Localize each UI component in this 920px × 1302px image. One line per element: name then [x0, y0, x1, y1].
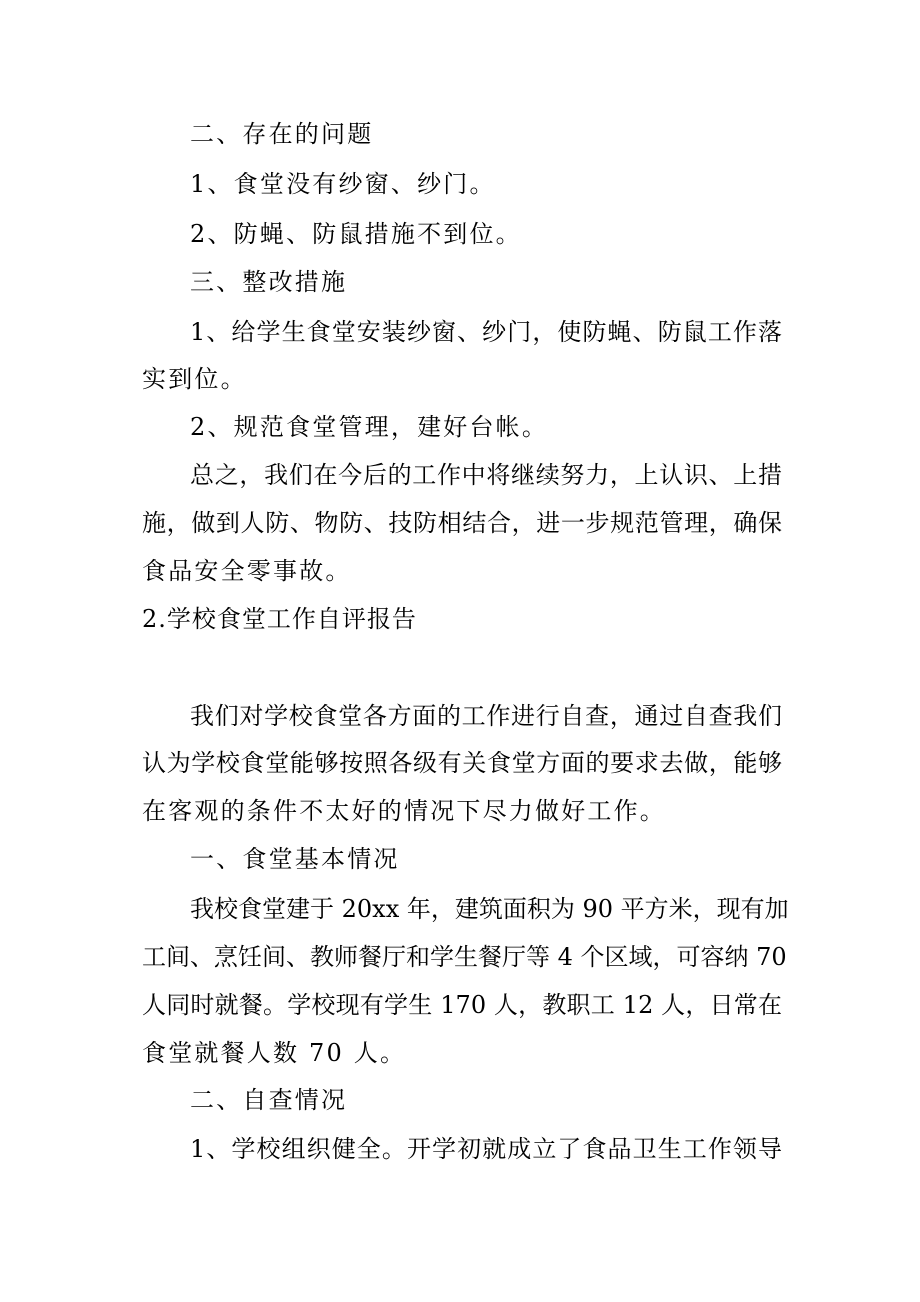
- paragraph-line: 在客观的条件不太好的情况下尽力做好工作。: [142, 797, 666, 825]
- paragraph-line: 2、防蝇、防鼠措施不到位。: [190, 220, 522, 248]
- paragraph-line: 我们对学校食堂各方面的工作进行自查，通过自查我们: [190, 702, 782, 730]
- paragraph-line: 我校食堂建于 20xx 年，建筑面积为 90 平方米，现有加: [190, 895, 789, 923]
- paragraph-line: 1、给学生食堂安装纱窗、纱门，使防蝇、防鼠工作落: [190, 318, 782, 346]
- paragraph-line: 认为学校食堂能够按照各级有关食堂方面的要求去做，能够: [142, 749, 782, 777]
- paragraph-line: 1、食堂没有纱窗、纱门。: [190, 170, 496, 198]
- paragraph-line: 食堂就餐人数 70 人。: [142, 1039, 407, 1067]
- section-heading-problems: 二、存在的问题: [190, 120, 374, 148]
- section-heading-self-check: 二、自查情况: [190, 1086, 348, 1114]
- paragraph-line: 人同时就餐。学校现有学生 170 人，教职工 12 人，日常在: [142, 991, 782, 1019]
- paragraph-line: 实到位。: [142, 365, 247, 393]
- paragraph-line: 2、规范食堂管理，建好台帐。: [190, 413, 549, 441]
- section-heading-measures: 三、整改措施: [190, 268, 348, 296]
- paragraph-line: 总之，我们在今后的工作中将继续努力，上认识、上措: [190, 461, 782, 489]
- paragraph-line: 工间、烹饪间、教师餐厅和学生餐厅等 4 个区域，可容纳 70: [142, 943, 787, 971]
- paragraph-line: 1、学校组织健全。开学初就成立了食品卫生工作领导: [190, 1135, 782, 1163]
- section-heading-basic-info: 一、食堂基本情况: [190, 845, 400, 873]
- paragraph-line: 施，做到人防、物防、技防相结合，进一步规范管理，确保: [142, 509, 782, 537]
- report-title: 2.学校食堂工作自评报告: [142, 605, 417, 633]
- paragraph-line: 食品安全零事故。: [142, 557, 352, 585]
